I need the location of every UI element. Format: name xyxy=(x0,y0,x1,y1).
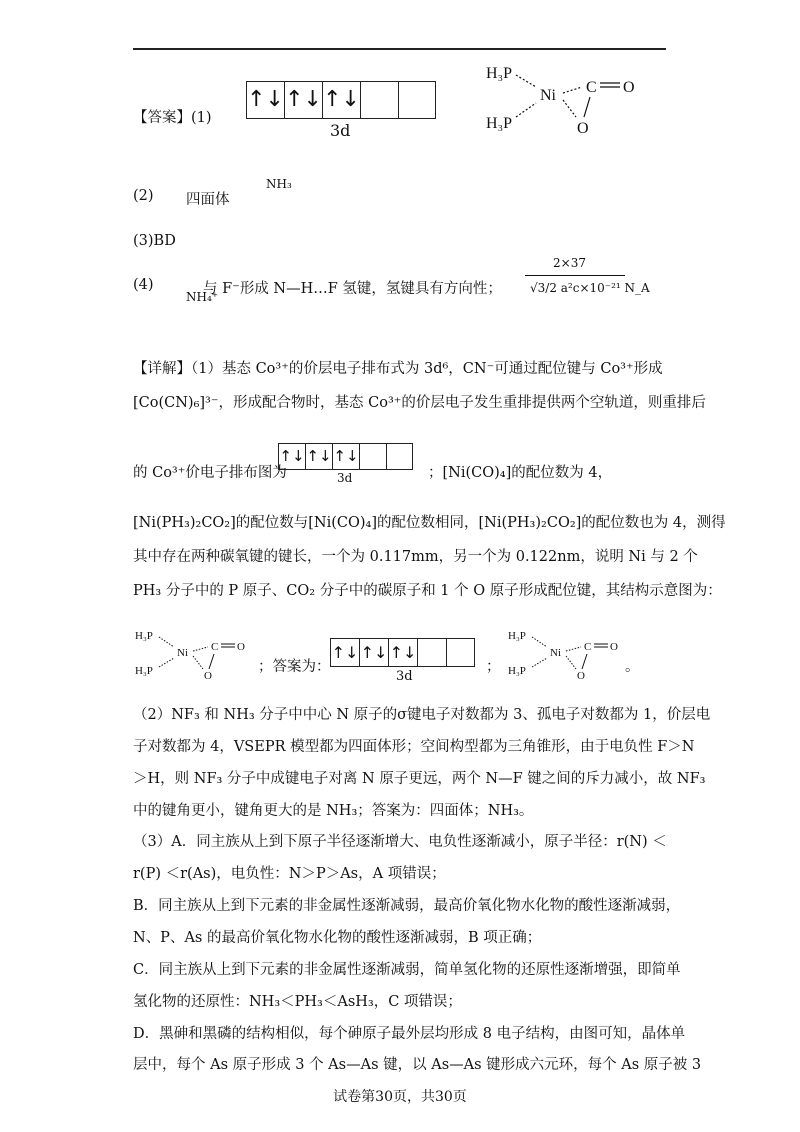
detail-line: 层中，每个 As 原子形成 3 个 As—As 键，以 As—As 键形成六元环，每个 As 原子被 3 xyxy=(133,1057,702,1073)
svg-text:Ni: Ni xyxy=(550,647,561,659)
orbital-box xyxy=(417,638,446,667)
answer-4-label: (4) xyxy=(133,277,154,293)
svg-text:H₃P: H₃P xyxy=(135,665,153,677)
detail-line: 其中存在两种碳氧键的键长，一个为 0.117mm，另一个为 0.122nm，说明 Ni 与 2 个 xyxy=(133,549,698,565)
orbital-diagram-detail-1 xyxy=(278,443,413,470)
answer-2-text: 四面体 xyxy=(186,192,230,208)
svg-text:C: C xyxy=(584,641,592,653)
orbital-box xyxy=(446,638,475,667)
detail-line: ；答案为： xyxy=(258,659,331,675)
answer-2-nh3: NH₃ xyxy=(266,177,292,191)
detail-line: 子对数都为 4，VSEPR 模型都为四面体形；空间构型都为三角锥形，由于电负性 F＞N xyxy=(133,739,695,755)
orbital-box: ↑↓ xyxy=(284,81,322,119)
orbital-box: ↑↓ xyxy=(332,443,359,470)
orbital-box xyxy=(398,81,436,119)
detail-line: ；[Ni(CO)₄]的配位数为 4， xyxy=(428,465,613,481)
detail-line: 【详解】（1）基态 Co³⁺的价层电子排布式为 3d⁶，CN⁻可通过配位键与 Co³⁺形成 xyxy=(133,361,663,377)
detail-line: r(P) ＜r(As)，电负性：N＞P＞As，A 项错误； xyxy=(133,866,446,882)
detail-line: ； xyxy=(486,659,501,675)
svg-text:O: O xyxy=(610,641,618,653)
orbital-label: 3d xyxy=(330,121,351,140)
svg-text:O: O xyxy=(623,79,635,96)
svg-text:H₃P: H₃P xyxy=(508,665,526,677)
page-footer: 试卷第30页，共30页 xyxy=(333,1089,467,1105)
detail-line: PH₃ 分子中的 P 原子、CO₂ 分子中的碳原子和 1 个 O 原子形成配位键，其结构示意图为： xyxy=(133,583,722,599)
svg-text:H₃P: H₃P xyxy=(135,630,153,642)
svg-text:O: O xyxy=(237,641,245,653)
orbital-diagram-detail-2 xyxy=(330,638,475,667)
svg-text:H₃P: H₃P xyxy=(486,115,513,132)
detail-line: 氢化物的还原性：NH₃＜PH₃＜AsH₃，C 项错误； xyxy=(133,994,462,1010)
detail-line: [Ni(PH₃)₂CO₂]的配位数与[Ni(CO)₄]的配位数相同，[Ni(PH₃)₂CO₂]的配位数也为 4，测得 xyxy=(133,515,726,531)
detail-line: [Co(CN)₆]³⁻，形成配合物时，基态 Co³⁺的价层电子发生重排提供两个空轨道，则重排后 xyxy=(133,395,706,411)
orbital-label-small: 3d xyxy=(396,669,413,684)
answer-3: (3)BD xyxy=(133,233,176,249)
orbital-box: ↑↓ xyxy=(330,638,359,667)
fraction-bar xyxy=(525,275,625,276)
fraction-numerator: 2×37 xyxy=(553,256,586,270)
detail-line: （2）NF₃ 和 NH₃ 分子中中心 N 原子的σ键电子对数都为 3、孤电子对数都为 1，价层电 xyxy=(133,707,711,723)
orbital-diagram-answer xyxy=(246,81,436,119)
svg-text:O: O xyxy=(577,670,585,682)
detail-line: D．黑砷和黑磷的结构相似，每个砷原子最外层均形成 8 电子结构，由图可知，晶体单 xyxy=(133,1026,686,1042)
answer-label: 【答案】(1) xyxy=(133,110,212,126)
detail-line: C．同主族从上到下元素的非金属性逐渐减弱，简单氢化物的还原性逐渐增强，即简单 xyxy=(133,962,681,978)
orbital-box: ↑↓ xyxy=(305,443,332,470)
svg-text:C: C xyxy=(211,641,219,653)
orbital-box: ↑↓ xyxy=(246,81,284,119)
orbital-box xyxy=(386,443,413,470)
svg-text:O: O xyxy=(577,120,589,137)
detail-line: N、P、As 的最高价氧化物水化物的酸性逐渐减弱，B 项正确； xyxy=(133,930,542,946)
svg-text:Ni: Ni xyxy=(177,647,188,659)
detail-line: 的 Co³⁺价电子排布图为 xyxy=(133,465,287,481)
detail-line: B．同主族从上到下元素的非金属性逐渐减弱，最高价氧化物水化物的酸性逐渐减弱， xyxy=(133,898,681,914)
orbital-box xyxy=(360,81,398,119)
svg-text:H₃P: H₃P xyxy=(486,65,513,82)
orbital-box xyxy=(359,443,386,470)
ni-complex-structure-detail-2 xyxy=(506,625,626,685)
orbital-box: ↑↓ xyxy=(322,81,360,119)
orbital-box: ↑↓ xyxy=(388,638,417,667)
svg-text:O: O xyxy=(204,670,212,682)
orbital-box: ↑↓ xyxy=(278,443,305,470)
top-rule xyxy=(133,48,666,50)
fraction-denominator: √3/2 a²c×10⁻²¹ N_A xyxy=(530,281,650,295)
detail-line: ＞H，则 NF₃ 分子中成键电子对离 N 原子更远，两个 N—F 键之间的斥力减小，故 NF₃ xyxy=(133,771,706,787)
detail-line: 。 xyxy=(625,659,640,675)
orbital-box: ↑↓ xyxy=(359,638,388,667)
orbital-label-small: 3d xyxy=(337,471,353,485)
ni-complex-structure-detail-1 xyxy=(133,625,253,685)
detail-line: （3）A．同主族从上到下原子半径逐渐增大、电负性逐渐减小，原子半径：r(N) ＜ xyxy=(133,834,667,850)
answer-4-text: 与 F⁻形成 N—H…F 氢键，氢键具有方向性； xyxy=(203,281,502,297)
svg-text:H₃P: H₃P xyxy=(508,630,526,642)
answer-4-nh4: NH₄⁺ xyxy=(186,290,219,304)
detail-line: 中的键角更小，键角更大的是 NH₃；答案为：四面体；NH₃。 xyxy=(133,803,534,819)
answer-2-label: (2) xyxy=(133,188,154,204)
svg-text:Ni: Ni xyxy=(540,87,556,104)
svg-text:C: C xyxy=(586,79,597,96)
ni-complex-structure-answer xyxy=(478,55,648,140)
